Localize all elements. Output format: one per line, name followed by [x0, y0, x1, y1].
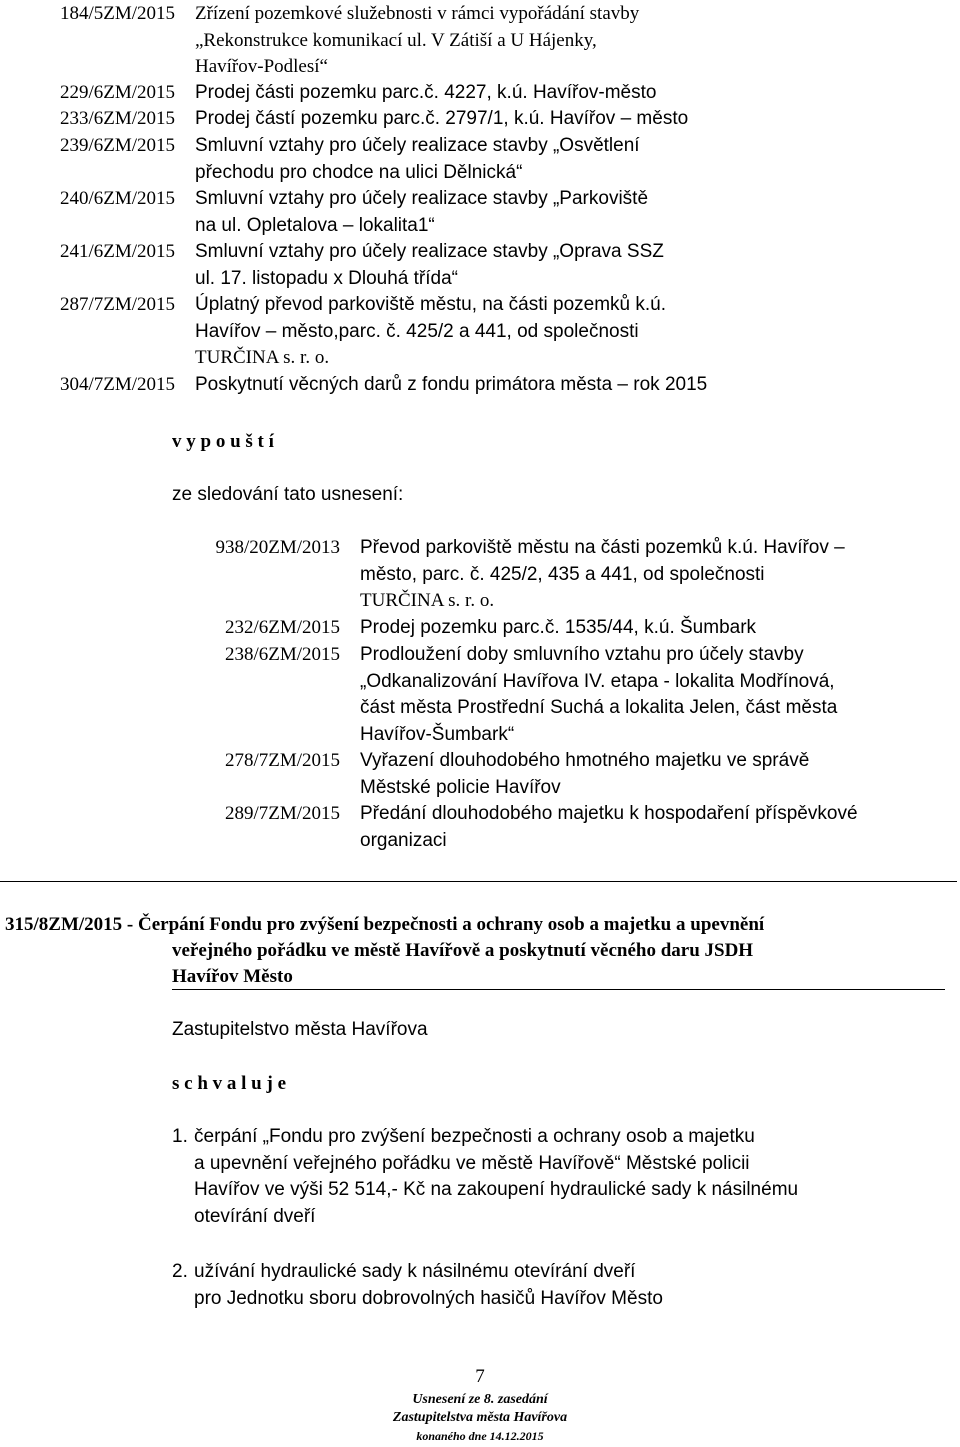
description-line: organizaci [360, 829, 447, 851]
list-item [0, 239, 664, 292]
resolution-code: 278/7ZM/2015 [224, 750, 340, 771]
resolution-code: 289/7ZM/2015 [224, 803, 340, 824]
resolution-code: 233/6ZM/2015 [59, 108, 175, 129]
list-item [0, 133, 640, 186]
description-line: na ul. Opletalova – lokalita1“ [195, 214, 435, 236]
item-number: 1. [172, 1126, 188, 1147]
resolution-code: 232/6ZM/2015 [224, 617, 340, 638]
description-line: Smluvní vztahy pro účely realizace stavby „Oprava SSZ [195, 241, 664, 262]
resolution-heading: veřejného pořádku ve městě Havířově a poskytnutí věcného daru JSDH [172, 940, 754, 961]
description-line: Městské policie Havířov [360, 776, 561, 798]
resolution-heading [172, 965, 945, 990]
footer-line: Usnesení ze 8. zasedání [412, 1392, 548, 1407]
list-item [0, 615, 756, 642]
description-line: Smluvní vztahy pro účely realizace stavby „Osvětlení [195, 135, 640, 156]
description-line: Vyřazení dlouhodobého hmotného majetku ve správě [360, 750, 810, 771]
item-line: čerpání „Fondu pro zvýšení bezpečnosti a ochrany osob a majetku [194, 1126, 755, 1147]
resolution-code: 287/7ZM/2015 [59, 294, 175, 315]
list-item [0, 1, 639, 81]
description-line: Havířov – město,parc. č. 425/2 a 441, od společnosti [195, 320, 639, 342]
footer-line: Zastupitelstva města Havířova [392, 1410, 568, 1425]
description-line: Úplatný převod parkoviště městu, na části pozemků k.ú. [195, 294, 667, 315]
item-number: 2. [172, 1261, 188, 1282]
description-line: Smluvní vztahy pro účely realizace stavby „Parkoviště [195, 188, 649, 209]
description-line: Prodej částí pozemku parc.č. 2797/1, k.ú. Havířov – město [195, 108, 689, 129]
description-line: TURČINA s. r. o. [195, 347, 330, 368]
description-line: Převod parkoviště městu na části pozemků k.ú. Havířov – [360, 537, 845, 558]
resolution-code: 229/6ZM/2015 [59, 82, 175, 103]
description-line: ul. 17. listopadu x Dlouhá třída“ [195, 267, 458, 289]
description-line: Havířov-Podlesí“ [195, 56, 328, 77]
description-line: Prodej pozemku parc.č. 1535/44, k.ú. Šumbark [360, 617, 757, 638]
divider [0, 881, 957, 882]
resolution-heading: 315/8ZM/2015 - Čerpání Fondu pro zvýšení bezpečnosti a ochrany osob a majetku a upevnění [5, 914, 765, 935]
list-item [0, 106, 688, 133]
resolution-code: 938/20ZM/2013 [215, 537, 340, 558]
description-line: Havířov-Šumbark“ [360, 723, 515, 745]
vypousti-heading: v y p o u š t í [172, 431, 274, 452]
list-item [0, 535, 845, 615]
description-line: Zřízení pozemkové služebnosti v rámci vypořádání stavby [195, 3, 640, 24]
item-line: Havířov ve výši 52 514,- Kč na zakoupení hydraulické sady k násilnému [194, 1179, 799, 1200]
list-item [0, 80, 656, 107]
item-line: otevírání dveří [194, 1205, 316, 1227]
description-line: „Odkanalizování Havířova IV. etapa - lokalita Modřínová, [360, 670, 835, 692]
resolution-code: 184/5ZM/2015 [59, 3, 175, 24]
resolution-heading-text: Havířov Město [172, 966, 293, 987]
council-name: Zastupitelstvo města Havířova [172, 1019, 428, 1040]
list-item [0, 748, 809, 801]
description-line: přechodu pro chodce na ulici Dělnická“ [195, 161, 523, 183]
description-line: TURČINA s. r. o. [360, 590, 495, 611]
item-line: a upevnění veřejného pořádku ve městě Havířově“ Městské policii [194, 1152, 750, 1174]
schvaluje-heading: s c h v a l u j e [172, 1073, 286, 1094]
item-line: pro Jednotku sboru dobrovolných hasičů Havířov Město [194, 1287, 663, 1309]
ze-sledovani-label: ze sledování tato usnesení: [172, 484, 404, 505]
resolution-code: 240/6ZM/2015 [59, 188, 175, 209]
footer-line: konaného dne 14.12.2015 [416, 1429, 544, 1443]
resolution-code: 304/7ZM/2015 [59, 374, 175, 395]
page-number: 7 [475, 1366, 485, 1387]
list-item [0, 801, 858, 854]
description-line: Poskytnutí věcných darů z fondu primátora města – rok 2015 [195, 374, 708, 395]
list-item [0, 642, 837, 748]
list-item [0, 186, 648, 239]
item-line: užívání hydraulické sady k násilnému otevírání dveří [194, 1261, 636, 1282]
description-line: Předání dlouhodobého majetku k hospodaření příspěvkové [360, 803, 858, 824]
list-item [172, 1124, 798, 1230]
description-line: město, parc. č. 425/2, 435 a 441, od společnosti [360, 563, 765, 585]
resolution-code: 241/6ZM/2015 [59, 241, 175, 262]
description-line: část města Prostřední Suchá a lokalita Jelen, část města [360, 697, 838, 718]
list-item [0, 372, 707, 399]
description-line: Prodej části pozemku parc.č. 4227, k.ú. Havířov-město [195, 82, 657, 103]
list-item [0, 292, 666, 372]
list-item [172, 1259, 663, 1312]
description-line: „Rekonstrukce komunikací ul. V Zátiší a U Hájenky, [195, 29, 597, 51]
resolution-code: 239/6ZM/2015 [59, 135, 175, 156]
description-line: Prodloužení doby smluvního vztahu pro účely stavby [360, 644, 804, 665]
resolution-code: 238/6ZM/2015 [224, 644, 340, 665]
